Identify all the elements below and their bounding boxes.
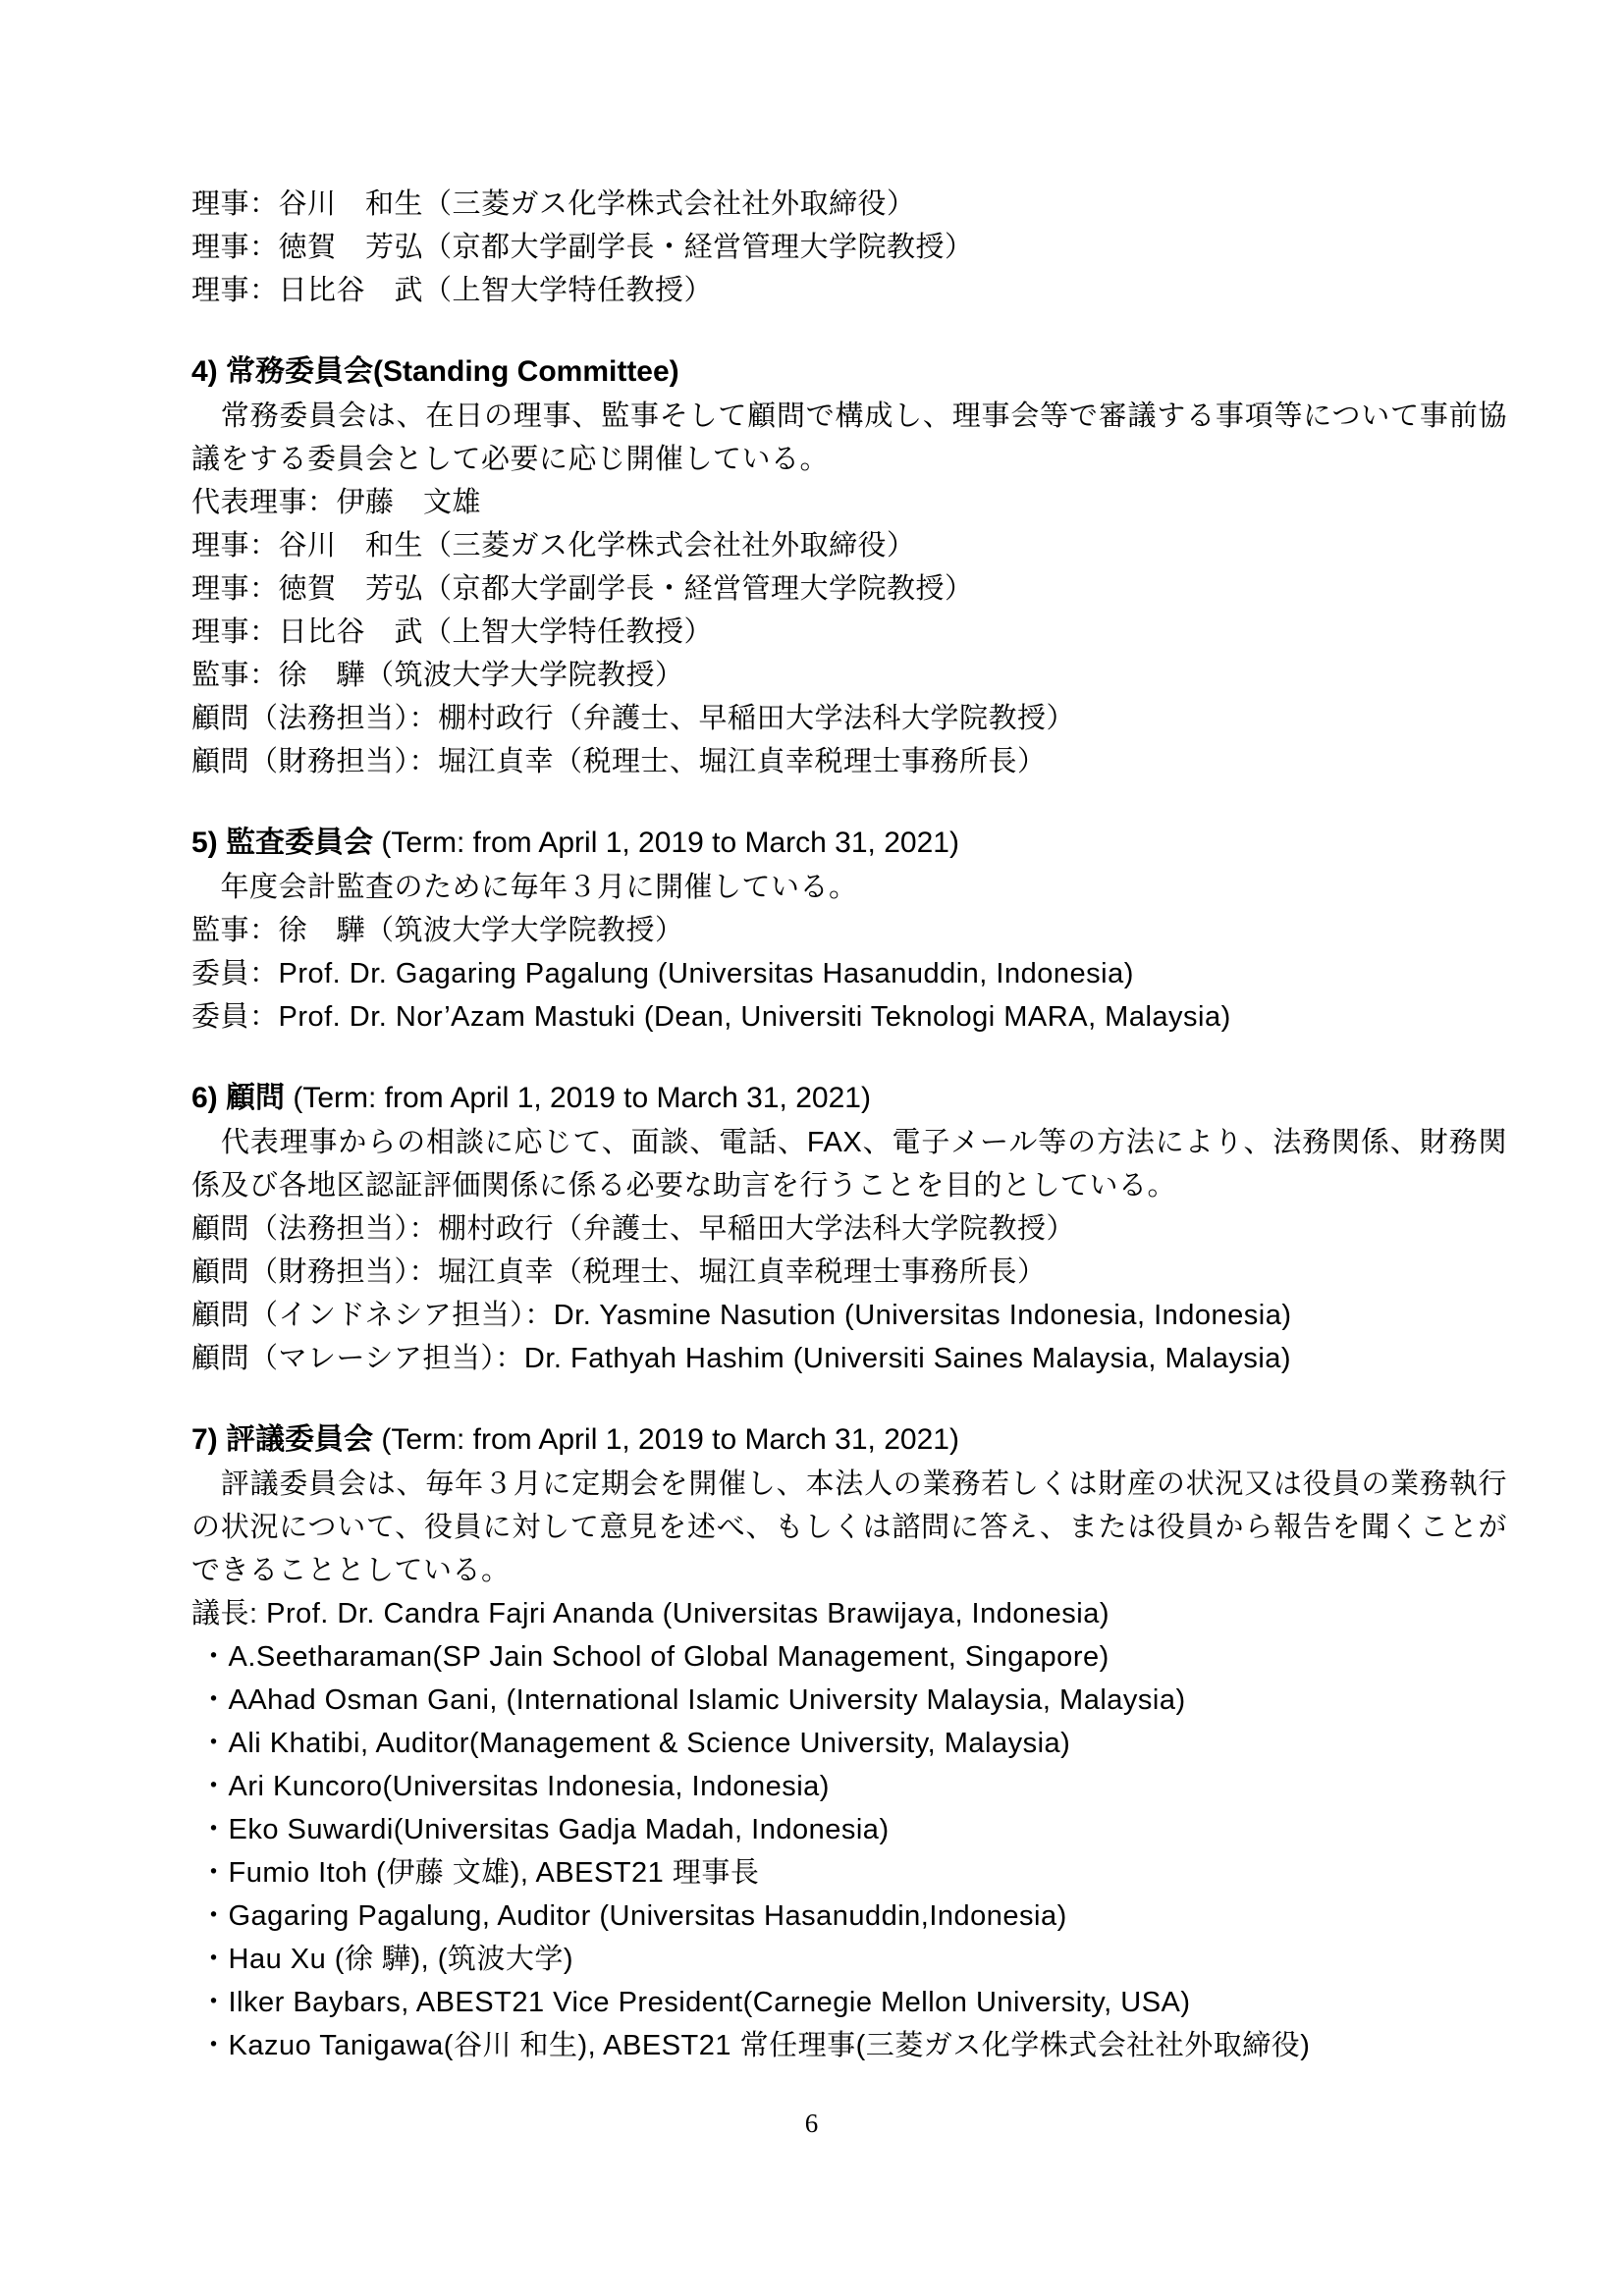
council-chair-line: 議長: Prof. Dr. Candra Fajri Ananda (Universitas Brawijaya, Indonesia) (191, 1598, 1109, 1629)
page-number: 6 (804, 2109, 819, 2138)
section-heading-standing-committee (191, 349, 1507, 395)
section-heading-term: (Term: from April 1, 2019 to March 31, 2021) (373, 1423, 959, 1456)
section-heading-title: 6) 顧問 (191, 1082, 286, 1114)
committee-member-line: 委員：Prof. Dr. Nor’Azam Mastuki (Dean, Universiti Teknologi MARA, Malaysia) (191, 1001, 1231, 1033)
committee-member-line: 顧問（法務担当）：棚村政行（弁護士、早稲田大学法科大学院教授） (191, 703, 1076, 734)
committee-member-line: 理事：谷川 和生（三菱ガス化学株式会社社外取締役） (191, 530, 916, 561)
section-paragraph: 年度会計監査のために毎年３月に開催している。 (191, 872, 858, 903)
section-heading-title: 4) 常務委員会(Standing Committee) (191, 355, 679, 388)
committee-member-line: 顧問（財務担当）：堀江貞幸（税理士、堀江貞幸税理士事務所長） (191, 746, 1047, 777)
councilor-item: ・A.Seetharaman(SP Jain School of Global Management, Singapore) (199, 1641, 1109, 1673)
section-paragraph: 代表理事からの相談に応じて、面談、電話、FAX、電子メール等の方法により、法務関係、財務関係及び各地区認証評価関係に係る必要な助言を行うことを目的としている。 (191, 1127, 1507, 1201)
councilor-item: ・Fumio Itoh (伊藤 文雄), ABEST21 理事長 (199, 1857, 760, 1889)
councilor-item: ・AAhad Osman Gani, (International Islamic University Malaysia, Malaysia) (199, 1684, 1186, 1716)
committee-member-line: 監事：徐 驊（筑波大学大学院教授） (191, 660, 684, 691)
board-member-line: 理事：徳賀 芳弘（京都大学副学長・経営管理大学院教授） (191, 232, 974, 263)
board-member-line: 理事：谷川 和生（三菱ガス化学株式会社社外取締役） (191, 188, 916, 220)
section-heading-title: 7) 評議委員会 (191, 1423, 374, 1456)
committee-member-line: 顧問（インドネシア担当）：Dr. Yasmine Nasution (Universitas Indonesia, Indonesia) (191, 1300, 1292, 1331)
committee-member-line: 委員：Prof. Dr. Gagaring Pagalung (Universitas Hasanuddin, Indonesia) (191, 958, 1134, 989)
board-member-line: 理事：日比谷 武（上智大学特任教授） (191, 275, 714, 306)
section-paragraph: 常務委員会は、在日の理事、監事そして顧問で構成し、理事会等で審議する事項等について事前協議をする委員会として必要に応じ開催している。 (191, 400, 1507, 475)
committee-member-line: 理事：徳賀 芳弘（京都大学副学長・経営管理大学院教授） (191, 573, 974, 605)
section-heading-term: (Term: from April 1, 2019 to March 31, 2021) (373, 827, 959, 859)
councilor-item: ・Ari Kuncoro(Universitas Indonesia, Indonesia) (199, 1771, 830, 1802)
committee-member-line: 理事：日比谷 武（上智大学特任教授） (191, 616, 714, 648)
councilor-item: ・Eko Suwardi(Universitas Gadja Madah, Indonesia) (199, 1814, 890, 1845)
committee-member-line: 代表理事：伊藤 文雄 (191, 487, 482, 518)
committee-member-line: 顧問（法務担当）：棚村政行（弁護士、早稲田大学法科大学院教授） (191, 1213, 1076, 1245)
section-heading-advisors (191, 1076, 1507, 1121)
committee-member-line: 顧問（財務担当）：堀江貞幸（税理士、堀江貞幸税理士事務所長） (191, 1256, 1047, 1288)
councilor-item: ・Kazuo Tanigawa(谷川 和生), ABEST21 常任理事(三菱ガス化学株式会社社外取締役) (199, 2030, 1311, 2061)
document-page (191, 183, 1507, 2067)
councilor-item: ・Ilker Baybars, ABEST21 Vice President(Carnegie Mellon University, USA) (199, 1987, 1191, 2018)
councilor-item: ・Hau Xu (徐 驊), (筑波大学) (199, 1944, 574, 1975)
committee-member-line: 監事：徐 驊（筑波大学大学院教授） (191, 915, 684, 946)
section-heading-title: 5) 監査委員会 (191, 827, 374, 859)
section-paragraph: 評議委員会は、毎年３月に定期会を開催し、本法人の業務若しくは財産の状況又は役員の業務執行の状況について、役員に対して意見を述べ、もしくは諮問に答え、または役員から報告を聞くことができることとしている。 (191, 1468, 1507, 1586)
section-heading-term: (Term: from April 1, 2019 to March 31, 2021) (285, 1082, 871, 1114)
councilor-item: ・Ali Khatibi, Auditor(Management & Science University, Malaysia) (199, 1728, 1071, 1759)
section-heading-council (191, 1417, 1507, 1463)
councilor-item: ・Gagaring Pagalung, Auditor (Universitas Hasanuddin,Indonesia) (199, 1900, 1067, 1932)
committee-member-line: 顧問（マレーシア担当）：Dr. Fathyah Hashim (Universiti Saines Malaysia, Malaysia) (191, 1343, 1292, 1374)
section-heading-audit-committee (191, 821, 1507, 866)
